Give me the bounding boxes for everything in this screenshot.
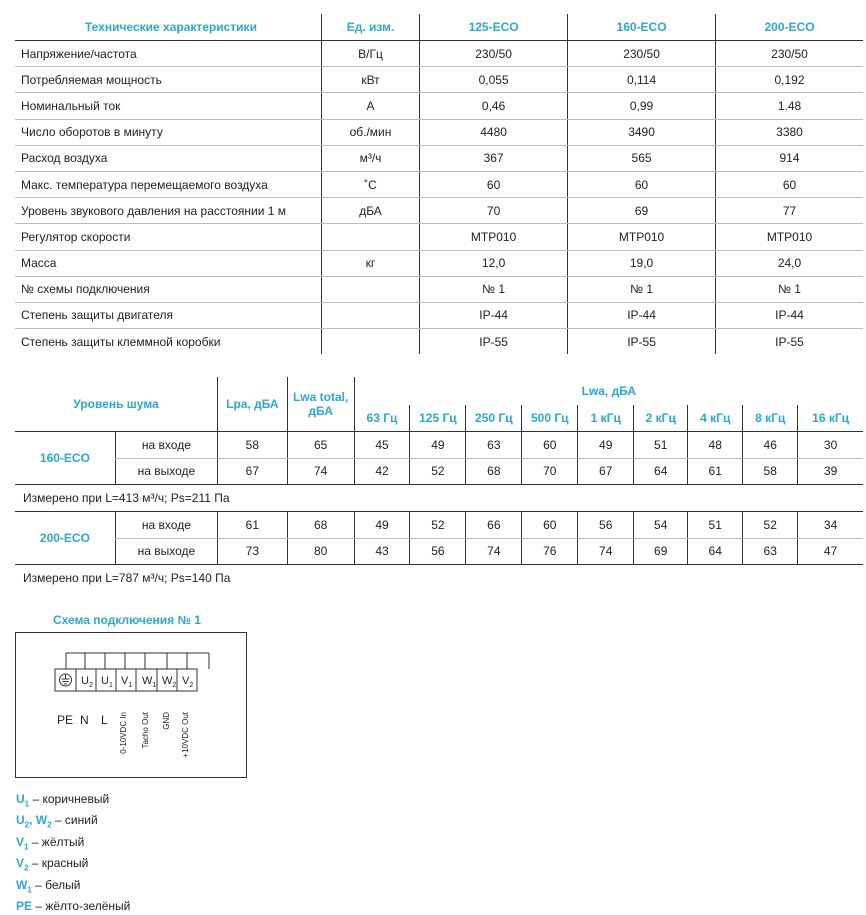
noise-band-value: 76 bbox=[522, 538, 578, 565]
spec-value: MTP010 bbox=[716, 224, 863, 250]
noise-measurement-note: Измерено при L=413 м³/ч; Ps=211 Па bbox=[15, 485, 863, 512]
spec-unit bbox=[321, 329, 419, 355]
noise-band-header: 8 кГц bbox=[743, 405, 798, 432]
noise-band-header: 63 Гц bbox=[354, 405, 410, 432]
noise-lpa: 67 bbox=[218, 458, 288, 485]
terminal-label: $V_1$ bbox=[121, 675, 133, 689]
spec-row bbox=[15, 119, 863, 145]
spec-value: 19,0 bbox=[568, 250, 716, 276]
noise-band-value: 74 bbox=[578, 538, 634, 565]
legend-color-text: – жёлто-зелёный bbox=[32, 898, 131, 913]
spec-value: 70 bbox=[420, 198, 568, 224]
spec-value: 367 bbox=[420, 145, 568, 171]
noise-band-value: 51 bbox=[634, 432, 688, 459]
noise-header-title: Уровень шума bbox=[15, 377, 218, 432]
spec-param-name: Номинальный ток bbox=[15, 93, 321, 119]
spec-value: IP-55 bbox=[716, 329, 863, 355]
wiring-diagram-svg bbox=[16, 633, 246, 777]
noise-band-header: 1 кГц bbox=[578, 405, 634, 432]
spec-value: 60 bbox=[716, 171, 863, 197]
noise-model-name: 160-ECO bbox=[15, 432, 115, 485]
noise-header-lwa: Lwa, дБА bbox=[354, 377, 863, 405]
spec-value: MTP010 bbox=[420, 224, 568, 250]
spec-value: № 1 bbox=[716, 276, 863, 302]
spec-header-unit: Ед. изм. bbox=[321, 14, 419, 41]
spec-param-name: № схемы подключения bbox=[15, 276, 321, 302]
spec-row bbox=[15, 171, 863, 197]
noise-band-value: 61 bbox=[688, 458, 743, 485]
wire-color-legend bbox=[16, 791, 130, 915]
noise-header-lpa: Lpa, дБА bbox=[218, 377, 288, 432]
spec-value: 12,0 bbox=[420, 250, 568, 276]
noise-band-header: 16 кГц bbox=[798, 405, 863, 432]
terminal-label: $U_1$ bbox=[101, 675, 113, 689]
noise-band-value: 56 bbox=[578, 512, 634, 539]
noise-band-value: 49 bbox=[354, 512, 410, 539]
spec-value: 60 bbox=[420, 171, 568, 197]
noise-level-table bbox=[15, 377, 863, 591]
spec-row bbox=[15, 224, 863, 250]
spec-param-name: Масса bbox=[15, 250, 321, 276]
noise-band-value: 54 bbox=[634, 512, 688, 539]
noise-band-value: 39 bbox=[798, 458, 863, 485]
noise-band-value: 66 bbox=[466, 512, 522, 539]
spec-param-name: Напряжение/частота bbox=[15, 41, 321, 67]
spec-unit: об./мин bbox=[321, 119, 419, 145]
legend-color-text: – коричневый bbox=[29, 792, 110, 806]
spec-value: 230/50 bbox=[568, 41, 716, 67]
noise-band-value: 58 bbox=[743, 458, 798, 485]
spec-value: 77 bbox=[716, 198, 863, 224]
noise-position: на входе bbox=[115, 432, 217, 459]
noise-band-value: 43 bbox=[354, 538, 410, 565]
noise-band-value: 42 bbox=[354, 458, 410, 485]
spec-row bbox=[15, 145, 863, 171]
noise-note-row bbox=[15, 485, 863, 512]
spec-value: 230/50 bbox=[716, 41, 863, 67]
legend-item bbox=[16, 855, 130, 876]
noise-lwa-total: 80 bbox=[287, 538, 354, 565]
noise-band-value: 68 bbox=[466, 458, 522, 485]
spec-value: MTP010 bbox=[568, 224, 716, 250]
spec-unit: кВт bbox=[321, 67, 419, 93]
spec-unit: А bbox=[321, 93, 419, 119]
noise-band-value: 64 bbox=[688, 538, 743, 565]
spec-unit: В/Гц bbox=[321, 41, 419, 67]
legend-item bbox=[16, 877, 130, 898]
spec-row bbox=[15, 250, 863, 276]
spec-header-model: 160-ECO bbox=[568, 14, 716, 41]
noise-band-header: 4 кГц bbox=[688, 405, 743, 432]
legend-symbol: PE bbox=[16, 898, 33, 913]
schema-title: Схема подключения № 1 bbox=[53, 613, 201, 627]
spec-value: 0,192 bbox=[716, 67, 863, 93]
terminal-label: $U_2$ bbox=[81, 675, 93, 689]
spec-value: 914 bbox=[716, 145, 863, 171]
legend-color-text: – белый bbox=[31, 877, 81, 892]
noise-row bbox=[15, 458, 863, 485]
noise-band-value: 51 bbox=[688, 512, 743, 539]
ground-icon bbox=[60, 674, 72, 686]
noise-row bbox=[15, 432, 863, 459]
noise-band-value: 49 bbox=[578, 432, 634, 459]
spec-param-name: Регулятор скорости bbox=[15, 224, 321, 250]
spec-param-name: Число оборотов в минуту bbox=[15, 119, 321, 145]
noise-band-value: 52 bbox=[410, 458, 466, 485]
legend-symbol: $W_1$ bbox=[16, 877, 32, 894]
spec-param-name: Уровень звукового давления на расстоянии 1 м bbox=[15, 198, 321, 224]
signal-label: Tacho Out bbox=[141, 712, 150, 749]
noise-band-value: 64 bbox=[634, 458, 688, 485]
noise-band-value: 52 bbox=[743, 512, 798, 539]
spec-header-model: 200-ECO bbox=[716, 14, 863, 41]
legend-symbol: $U_2$ bbox=[16, 813, 30, 830]
legend-symbol: , $W_2$ bbox=[29, 813, 52, 830]
noise-band-value: 74 bbox=[466, 538, 522, 565]
noise-band-value: 49 bbox=[410, 432, 466, 459]
spec-value: IP-44 bbox=[420, 302, 568, 328]
noise-band-value: 67 bbox=[578, 458, 634, 485]
spec-value: 3490 bbox=[568, 119, 716, 145]
spec-unit: дБА bbox=[321, 198, 419, 224]
noise-position: на выходе bbox=[115, 458, 217, 485]
legend-color-text: – синий bbox=[51, 813, 98, 828]
noise-band-value: 70 bbox=[522, 458, 578, 485]
spec-param-name: Макс. температура перемещаемого воздуха bbox=[15, 171, 321, 197]
spec-row bbox=[15, 41, 863, 67]
spec-unit bbox=[321, 276, 419, 302]
noise-band-value: 60 bbox=[522, 432, 578, 459]
spec-value: 0,99 bbox=[568, 93, 716, 119]
legend-item bbox=[16, 898, 130, 915]
spec-value: 230/50 bbox=[420, 41, 568, 67]
noise-position: на входе bbox=[115, 512, 217, 539]
legend-color-text: – красный bbox=[28, 856, 89, 871]
legend-color-text: – жёлтый bbox=[28, 834, 85, 849]
legend-symbol: $V_2$ bbox=[16, 856, 29, 873]
spec-value: № 1 bbox=[420, 276, 568, 302]
spec-unit bbox=[321, 224, 419, 250]
spec-param-name: Степень защиты клеммной коробки bbox=[21, 334, 221, 349]
noise-position: на выходе bbox=[115, 538, 217, 565]
spec-row bbox=[15, 302, 863, 328]
legend-item bbox=[16, 812, 130, 833]
noise-lwa-total: 74 bbox=[287, 458, 354, 485]
noise-lpa: 58 bbox=[218, 432, 288, 459]
spec-param-name: Расход воздуха bbox=[15, 145, 321, 171]
spec-value: IP-44 bbox=[568, 302, 716, 328]
noise-band-header: 500 Гц bbox=[522, 405, 578, 432]
spec-row bbox=[15, 198, 863, 224]
legend-symbol: $U_1$ bbox=[16, 792, 30, 809]
noise-note-row bbox=[15, 565, 863, 592]
noise-band-header: 250 Гц bbox=[466, 405, 522, 432]
noise-band-header: 2 кГц bbox=[634, 405, 688, 432]
spec-value: IP-55 bbox=[420, 329, 568, 355]
spec-value: IP-44 bbox=[716, 302, 863, 328]
spec-value: 0,114 bbox=[568, 67, 716, 93]
wiring-diagram bbox=[15, 632, 247, 778]
noise-model-name: 200-ECO bbox=[15, 512, 115, 565]
spec-header-row bbox=[15, 14, 863, 41]
spec-value: № 1 bbox=[568, 276, 716, 302]
noise-band-value: 69 bbox=[634, 538, 688, 565]
spec-param-name: Степень защиты двигателя bbox=[15, 302, 321, 328]
signal-label: 0-10VDC In bbox=[119, 712, 128, 754]
spec-value: 565 bbox=[568, 145, 716, 171]
noise-band-value: 56 bbox=[410, 538, 466, 565]
spec-header-model: 125-ECO bbox=[420, 14, 568, 41]
spec-unit: м³/ч bbox=[321, 145, 419, 171]
terminal-label: $W_1$ bbox=[142, 675, 157, 689]
noise-band-value: 63 bbox=[743, 538, 798, 565]
noise-lwa-total: 65 bbox=[287, 432, 354, 459]
spec-row bbox=[15, 93, 863, 119]
legend-item bbox=[16, 791, 130, 812]
noise-band-value: 46 bbox=[743, 432, 798, 459]
spec-header-name: Технические характеристики bbox=[15, 14, 321, 41]
spec-value: 0,055 bbox=[420, 67, 568, 93]
spec-value: 0,46 bbox=[420, 93, 568, 119]
wire-label: L bbox=[101, 713, 108, 727]
signal-label: +10VDC Out bbox=[181, 712, 190, 758]
signal-label: GND bbox=[162, 712, 171, 730]
wire-label: N bbox=[80, 713, 89, 727]
spec-value: 3380 bbox=[716, 119, 863, 145]
spec-param-name: Потребляемая мощность bbox=[15, 67, 321, 93]
noise-lwa-total: 68 bbox=[287, 512, 354, 539]
noise-row bbox=[15, 512, 863, 539]
noise-band-value: 30 bbox=[798, 432, 863, 459]
spec-value: 69 bbox=[568, 198, 716, 224]
spec-value: IP-55 bbox=[568, 329, 716, 355]
spec-value: 60 bbox=[568, 171, 716, 197]
legend-item bbox=[16, 834, 130, 855]
spec-value: 24,0 bbox=[716, 250, 863, 276]
wire-label: PE bbox=[57, 713, 74, 727]
noise-band-value: 34 bbox=[798, 512, 863, 539]
noise-measurement-note: Измерено при L=787 м³/ч; Ps=140 Па bbox=[23, 571, 231, 585]
noise-band-value: 48 bbox=[688, 432, 743, 459]
terminal-label: $W_2$ bbox=[162, 675, 177, 689]
spec-row bbox=[15, 67, 863, 93]
terminal-label: $V_2$ bbox=[182, 675, 194, 689]
spec-unit: ˚С bbox=[321, 171, 419, 197]
noise-band-value: 52 bbox=[410, 512, 466, 539]
noise-header-lwa-total: Lwa total, дБА bbox=[287, 377, 354, 432]
noise-band-value: 63 bbox=[466, 432, 522, 459]
specifications-table bbox=[15, 14, 863, 354]
spec-row bbox=[15, 276, 863, 302]
spec-unit bbox=[321, 302, 419, 328]
legend-symbol: $V_1$ bbox=[16, 834, 29, 852]
noise-band-header: 125 Гц bbox=[410, 405, 466, 432]
noise-band-value: 60 bbox=[522, 512, 578, 539]
noise-band-value: 47 bbox=[798, 538, 863, 565]
spec-unit: кг bbox=[321, 250, 419, 276]
spec-value: 4480 bbox=[420, 119, 568, 145]
noise-row bbox=[15, 538, 863, 565]
spec-row bbox=[15, 329, 863, 355]
noise-band-value: 45 bbox=[354, 432, 410, 459]
noise-lpa: 73 bbox=[218, 538, 288, 565]
noise-header-row-1 bbox=[15, 377, 863, 405]
spec-value: 1.48 bbox=[716, 93, 863, 119]
noise-lpa: 61 bbox=[218, 512, 288, 539]
